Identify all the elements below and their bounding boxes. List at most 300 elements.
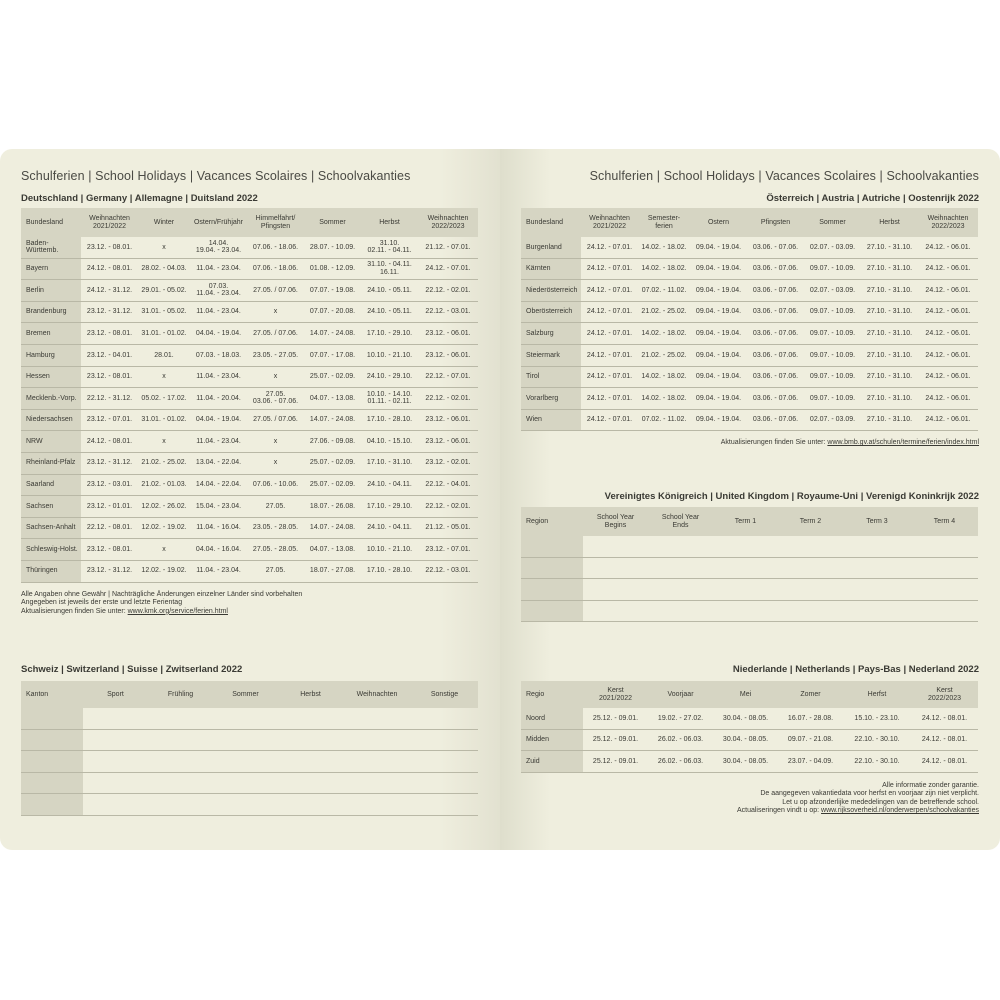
table-cell: 28.07. - 10.09. (304, 237, 361, 258)
table-cell: 23.12. - 07.01. (81, 409, 138, 431)
table-cell: 21.12. - 05.01. (418, 517, 478, 539)
table-cell: 24.12. - 06.01. (918, 409, 978, 431)
column-header: Winter (138, 208, 190, 237)
right-page-title: Schulferien | School Holidays | Vacances Scolaires | Schoolvakanties (589, 169, 979, 183)
table-row (21, 323, 478, 345)
table-cell: 22.12. - 03.01. (418, 560, 478, 582)
row-label: Mecklenb.-Vorp. (21, 388, 81, 410)
row-label: Sachsen-Anhalt (21, 517, 81, 539)
table-cell[interactable] (843, 536, 911, 557)
table-cell[interactable] (411, 751, 478, 773)
table-cell: 22.10. - 30.10. (843, 751, 911, 773)
table-row (21, 452, 478, 474)
empty-row (21, 751, 478, 773)
table-cell: 29.01. - 05.02. (138, 280, 190, 302)
table-cell: 25.12. - 09.01. (583, 729, 648, 751)
table-cell: 23.12. - 31.12. (81, 560, 138, 582)
table-cell: 30.04. - 08.05. (713, 729, 778, 751)
table-cell[interactable] (713, 600, 778, 622)
table-cell: 14.07. - 24.08. (304, 409, 361, 431)
table-cell: 23.12. - 08.01. (81, 323, 138, 345)
row-label: Brandenburg (21, 301, 81, 323)
germany-notes (21, 591, 302, 616)
table-row (521, 729, 978, 751)
table-row (521, 344, 978, 366)
table-cell: 09.04. - 19.04. (690, 323, 747, 345)
table-cell[interactable] (213, 708, 278, 729)
table-cell: 11.04. - 23.04. (190, 301, 247, 323)
column-header: Mei (713, 681, 778, 708)
table-cell: x (247, 366, 304, 388)
header-row (521, 681, 978, 708)
table-cell[interactable] (278, 751, 343, 773)
table-cell: 23.12. - 08.01. (81, 539, 138, 561)
column-header: Pfingsten (747, 208, 804, 237)
column-header: Sommer (213, 681, 278, 708)
table-cell: 24.12. - 07.01. (581, 344, 638, 366)
empty-row (521, 536, 978, 557)
table-cell: 27.05. / 07.06. (247, 409, 304, 431)
table-cell: 24.12. - 07.01. (581, 280, 638, 302)
table-cell: 24.12. - 06.01. (918, 301, 978, 323)
table-cell[interactable] (213, 751, 278, 773)
table-cell: 09.07. - 10.09. (804, 323, 861, 345)
row-label[interactable] (21, 751, 83, 773)
table-cell: 03.06. - 07.06. (747, 258, 804, 280)
table-cell[interactable] (343, 772, 411, 794)
row-label[interactable] (521, 536, 583, 557)
table-cell: 27.10. - 31.10. (861, 366, 918, 388)
table-cell[interactable] (583, 557, 648, 579)
table-cell[interactable] (411, 708, 478, 729)
austria-update-prefix: Aktualisierungen finden Sie unter: (720, 439, 828, 446)
uk-heading: Vereinigtes Königreich | United Kingdom | Royaume-Uni | Verenigd Koninkrijk 2022 (604, 491, 979, 502)
table-cell: 22.12. - 02.01. (418, 388, 478, 410)
column-header: Herfst (843, 681, 911, 708)
netherlands-note-3: Let u op afzonderlijke mededelingen van de betreffende school. (782, 798, 979, 806)
table-cell: 25.12. - 09.01. (583, 708, 648, 729)
row-label[interactable] (21, 708, 83, 729)
table-cell: 17.10. - 29.10. (361, 496, 418, 518)
table-row (21, 496, 478, 518)
table-cell: 23.12. - 08.01. (81, 366, 138, 388)
table-cell: 23.12. - 31.12. (81, 452, 138, 474)
row-label: Vorarlberg (521, 388, 581, 410)
table-row (521, 301, 978, 323)
table-row (21, 388, 478, 410)
row-label[interactable] (21, 729, 83, 751)
table-cell[interactable] (411, 772, 478, 794)
table-cell: 24.12. - 06.01. (918, 258, 978, 280)
table-cell: 24.12. - 06.01. (918, 344, 978, 366)
table-cell[interactable] (83, 772, 148, 794)
table-row (21, 409, 478, 431)
table-cell: 23.05. - 27.05. (247, 344, 304, 366)
table-cell: 24.12. - 06.01. (918, 388, 978, 410)
table-cell[interactable] (343, 794, 411, 816)
table-row (21, 539, 478, 561)
table-cell[interactable] (343, 729, 411, 751)
table-cell: 04.07. - 13.08. (304, 539, 361, 561)
table-cell: x (247, 431, 304, 453)
table-cell: 14.02. - 18.02. (638, 258, 690, 280)
column-header: Semester- ferien (638, 208, 690, 237)
table-cell[interactable] (843, 557, 911, 579)
germany-update-link[interactable]: www.kmk.org/service/ferien.html (127, 607, 228, 615)
table-cell[interactable] (83, 794, 148, 816)
netherlands-table (521, 681, 978, 773)
table-cell[interactable] (713, 579, 778, 601)
table-cell[interactable] (83, 708, 148, 729)
table-cell: 27.10. - 31.10. (861, 280, 918, 302)
row-label: Hamburg (21, 344, 81, 366)
table-cell[interactable] (778, 536, 843, 557)
table-cell[interactable] (213, 772, 278, 794)
table-cell: 10.10. - 21.10. (361, 539, 418, 561)
row-label[interactable] (521, 579, 583, 601)
table-cell[interactable] (778, 557, 843, 579)
table-cell[interactable] (278, 794, 343, 816)
table-cell[interactable] (778, 579, 843, 601)
table-cell: 31.01. - 01.02. (138, 323, 190, 345)
table-cell: x (138, 539, 190, 561)
table-cell: 09.07. - 10.09. (804, 258, 861, 280)
row-label: Schleswig-Holst. (21, 539, 81, 561)
netherlands-notes (737, 782, 979, 816)
table-cell: 22.12. - 03.01. (418, 301, 478, 323)
table-cell: 17.10. - 29.10. (361, 323, 418, 345)
table-cell: 27.10. - 31.10. (861, 323, 918, 345)
table-cell[interactable] (83, 751, 148, 773)
germany-heading: Deutschland | Germany | Allemagne | Duitsland 2022 (21, 193, 258, 204)
table-cell: 31.01. - 05.02. (138, 301, 190, 323)
row-label: Niederösterreich (521, 280, 581, 302)
table-row (21, 431, 478, 453)
table-cell: 24.12. - 06.01. (918, 237, 978, 258)
germany-update-prefix: Aktualisierungen finden Sie unter: (21, 607, 128, 615)
table-cell[interactable] (583, 600, 648, 622)
table-cell[interactable] (911, 536, 978, 557)
table-cell: 21.02. - 25.02. (638, 344, 690, 366)
table-cell: 14.02. - 18.02. (638, 323, 690, 345)
table-cell: x (138, 237, 190, 258)
table-cell[interactable] (148, 708, 213, 729)
germany-table (21, 208, 478, 583)
table-cell: 22.10. - 30.10. (843, 729, 911, 751)
table-cell: 11.04. - 23.04. (190, 366, 247, 388)
column-header: Sommer (304, 208, 361, 237)
table-cell[interactable] (148, 772, 213, 794)
table-cell: 15.04. - 23.04. (190, 496, 247, 518)
germany-update-line (21, 608, 302, 616)
table-cell: 28.02. - 04.03. (138, 258, 190, 280)
table-row (21, 237, 478, 258)
table-cell[interactable] (648, 536, 713, 557)
netherlands-note-1: Alle informatie zonder garantie. (882, 782, 979, 789)
table-cell[interactable] (343, 708, 411, 729)
column-header: Region (521, 507, 583, 536)
netherlands-update-line (737, 807, 979, 815)
table-cell[interactable] (843, 600, 911, 622)
table-cell[interactable] (911, 579, 978, 601)
table-cell: 03.06. - 07.06. (747, 366, 804, 388)
row-label: Bremen (21, 323, 81, 345)
table-cell: 24.12. - 08.01. (81, 258, 138, 280)
column-header: Weihnachten 2021/2022 (581, 208, 638, 237)
row-label: Tirol (521, 366, 581, 388)
table-cell: 24.10. - 04.11. (361, 517, 418, 539)
row-label: Niedersachsen (21, 409, 81, 431)
table-cell: 23.12. - 08.01. (81, 237, 138, 258)
empty-row (21, 794, 478, 816)
table-cell: 18.07. - 26.08. (304, 496, 361, 518)
table-row (521, 409, 978, 431)
column-header: Term 4 (911, 507, 978, 536)
table-cell: 27.05. - 28.05. (247, 539, 304, 561)
empty-row (21, 708, 478, 729)
table-cell: 22.12. - 07.01. (418, 366, 478, 388)
table-cell: 30.04. - 08.05. (713, 708, 778, 729)
table-cell: 09.07. - 10.09. (804, 301, 861, 323)
table-cell: 17.10. - 28.10. (361, 409, 418, 431)
table-cell[interactable] (648, 579, 713, 601)
switzerland-heading: Schweiz | Switzerland | Suisse | Zwitserland 2022 (21, 664, 243, 675)
table-cell: 27.10. - 31.10. (861, 388, 918, 410)
column-header: School Year Begins (583, 507, 648, 536)
table-cell: 23.12. - 04.01. (81, 344, 138, 366)
row-label: Oberösterreich (521, 301, 581, 323)
table-cell: 07.03. 11.04. - 23.04. (190, 280, 247, 302)
table-row (21, 344, 478, 366)
column-header: Regio (521, 681, 583, 708)
table-cell: 27.05. / 07.06. (247, 323, 304, 345)
table-cell: 11.04. - 16.04. (190, 517, 247, 539)
table-cell: 15.10. - 23.10. (843, 708, 911, 729)
table-cell: 03.06. - 07.06. (747, 409, 804, 431)
austria-update-line (721, 439, 979, 447)
table-cell: 28.01. (138, 344, 190, 366)
row-label: Steiermark (521, 344, 581, 366)
table-cell: 23.07. - 04.09. (778, 751, 843, 773)
table-cell: 16.07. - 28.08. (778, 708, 843, 729)
table-cell: 07.03. - 18.03. (190, 344, 247, 366)
row-label: Berlin (21, 280, 81, 302)
table-cell: 14.02. - 18.02. (638, 237, 690, 258)
table-cell[interactable] (148, 751, 213, 773)
table-cell: 27.10. - 31.10. (861, 301, 918, 323)
column-header: Sommer (804, 208, 861, 237)
table-row (521, 751, 978, 773)
table-cell: 07.07. - 19.08. (304, 280, 361, 302)
table-cell: 24.12. - 06.01. (918, 280, 978, 302)
table-cell: 13.04. - 22.04. (190, 452, 247, 474)
table-cell[interactable] (411, 794, 478, 816)
table-row (521, 237, 978, 258)
table-row (21, 366, 478, 388)
header-row (21, 208, 478, 237)
table-cell[interactable] (583, 579, 648, 601)
table-cell: 18.07. - 27.08. (304, 560, 361, 582)
table-cell: 09.04. - 19.04. (690, 366, 747, 388)
table-cell: 09.04. - 19.04. (690, 388, 747, 410)
table-cell: 14.02. - 18.02. (638, 388, 690, 410)
row-label: Zuid (521, 751, 583, 773)
table-cell[interactable] (911, 600, 978, 622)
left-page (0, 149, 500, 850)
table-cell[interactable] (648, 557, 713, 579)
table-cell: 24.10. - 05.11. (361, 301, 418, 323)
table-cell: x (247, 301, 304, 323)
netherlands-update-link[interactable]: www.rijksoverheid.nl/onderwerpen/schoolvakanties (821, 807, 979, 815)
table-cell[interactable] (278, 729, 343, 751)
table-cell: 17.10. - 28.10. (361, 560, 418, 582)
table-cell: 09.04. - 19.04. (690, 280, 747, 302)
table-cell: 24.12. - 31.12. (81, 280, 138, 302)
column-header: Himmelfahrt/ Pfingsten (247, 208, 304, 237)
header-row (21, 681, 478, 708)
table-cell: x (138, 431, 190, 453)
table-cell: 24.12. - 07.01. (581, 237, 638, 258)
table-cell: 09.07. - 10.09. (804, 366, 861, 388)
table-cell: 23.12. - 06.01. (418, 323, 478, 345)
table-cell: 04.04. - 16.04. (190, 539, 247, 561)
table-row (521, 258, 978, 280)
table-cell: 12.02. - 19.02. (138, 560, 190, 582)
austria-update-link[interactable]: www.bmb.gv.at/schulen/termine/ferien/index.html (827, 439, 979, 446)
table-cell[interactable] (213, 794, 278, 816)
switzerland-table (21, 681, 478, 816)
table-cell: 17.10. - 31.10. (361, 452, 418, 474)
table-cell[interactable] (648, 600, 713, 622)
table-cell[interactable] (278, 772, 343, 794)
table-cell: 14.07. - 24.08. (304, 323, 361, 345)
table-cell: 30.04. - 08.05. (713, 751, 778, 773)
table-cell: 09.04. - 19.04. (690, 237, 747, 258)
column-header: Ostern (690, 208, 747, 237)
column-header: Weihnachten 2022/2023 (418, 208, 478, 237)
table-cell: x (247, 452, 304, 474)
table-cell[interactable] (713, 557, 778, 579)
column-header: Bundesland (21, 208, 81, 237)
header-row (521, 208, 978, 237)
table-cell: 07.02. - 11.02. (638, 280, 690, 302)
table-cell: 09.07. - 10.09. (804, 388, 861, 410)
table-cell: 25.07. - 02.09. (304, 366, 361, 388)
table-cell[interactable] (343, 751, 411, 773)
table-cell: 25.07. - 02.09. (304, 474, 361, 496)
column-header: Herbst (861, 208, 918, 237)
row-label: Midden (521, 729, 583, 751)
table-cell: 27.10. - 31.10. (861, 409, 918, 431)
column-header: Sport (83, 681, 148, 708)
row-label: Noord (521, 708, 583, 729)
row-label[interactable] (521, 557, 583, 579)
table-cell: 02.07. - 03.09. (804, 237, 861, 258)
column-header: Herbst (278, 681, 343, 708)
table-cell: 23.05. - 28.05. (247, 517, 304, 539)
table-cell: 12.02. - 26.02. (138, 496, 190, 518)
column-header: Sonstige (411, 681, 478, 708)
table-cell[interactable] (843, 579, 911, 601)
netherlands-note-2: De aangegeven vakantiedata voor herfst en voorjaar zijn niet verplicht. (760, 790, 979, 798)
table-cell: 03.06. - 07.06. (747, 280, 804, 302)
table-cell: 04.04. - 19.04. (190, 409, 247, 431)
table-cell: 27.10. - 31.10. (861, 237, 918, 258)
table-cell: 09.04. - 19.04. (690, 344, 747, 366)
table-cell: 27.10. - 31.10. (861, 344, 918, 366)
table-cell[interactable] (213, 729, 278, 751)
column-header: Frühling (148, 681, 213, 708)
column-header: Weihnachten 2021/2022 (81, 208, 138, 237)
table-cell[interactable] (911, 557, 978, 579)
table-cell: 24.12. - 08.01. (911, 708, 978, 729)
column-header: Voorjaar (648, 681, 713, 708)
row-label: Saarland (21, 474, 81, 496)
table-cell: 02.07. - 03.09. (804, 409, 861, 431)
table-cell[interactable] (148, 729, 213, 751)
table-cell: 09.07. - 21.08. (778, 729, 843, 751)
table-cell: x (138, 366, 190, 388)
table-cell[interactable] (278, 708, 343, 729)
table-cell: 07.06. - 10.06. (247, 474, 304, 496)
table-cell: 27.05. / 07.06. (247, 280, 304, 302)
table-cell: 22.12. - 08.01. (81, 517, 138, 539)
table-cell: 14.07. - 24.08. (304, 517, 361, 539)
table-cell: 05.02. - 17.02. (138, 388, 190, 410)
table-cell: 24.12. - 08.01. (911, 751, 978, 773)
column-header: Ostern/Frühjahr (190, 208, 247, 237)
column-header: Kerst 2022/2023 (911, 681, 978, 708)
row-label: Thüringen (21, 560, 81, 582)
uk-table (521, 507, 978, 622)
table-cell: 25.12. - 09.01. (583, 751, 648, 773)
table-cell: 07.06. - 18.06. (247, 237, 304, 258)
table-cell: 27.05. 03.06. - 07.06. (247, 388, 304, 410)
row-label: NRW (21, 431, 81, 453)
table-cell: 12.02. - 19.02. (138, 517, 190, 539)
table-cell: 14.04. 19.04. - 23.04. (190, 237, 247, 258)
table-cell: 21.02. - 25.02. (638, 301, 690, 323)
table-cell: 07.07. - 17.08. (304, 344, 361, 366)
table-cell[interactable] (713, 536, 778, 557)
row-label: Baden-Württemb. (21, 237, 81, 258)
column-header: Kanton (21, 681, 83, 708)
table-cell[interactable] (83, 729, 148, 751)
table-cell: 09.04. - 19.04. (690, 258, 747, 280)
table-cell[interactable] (411, 729, 478, 751)
row-label[interactable] (521, 600, 583, 622)
row-label[interactable] (21, 772, 83, 794)
row-label[interactable] (21, 794, 83, 816)
table-cell: 22.12. - 02.01. (418, 496, 478, 518)
table-cell: 24.12. - 06.01. (918, 323, 978, 345)
germany-note-1: Alle Angaben ohne Gewähr | Nachträgliche Änderungen einzelner Länder sind vorbehalten (21, 591, 303, 598)
table-cell: 03.06. - 07.06. (747, 323, 804, 345)
table-cell: 23.12. - 03.01. (81, 474, 138, 496)
table-cell: 09.04. - 19.04. (690, 301, 747, 323)
table-cell: 23.12. - 07.01. (418, 539, 478, 561)
table-cell[interactable] (583, 536, 648, 557)
table-cell: 02.07. - 03.09. (804, 280, 861, 302)
row-label: Sachsen (21, 496, 81, 518)
table-row (521, 323, 978, 345)
table-cell: 11.04. - 23.04. (190, 560, 247, 582)
table-cell: 04.04. - 19.04. (190, 323, 247, 345)
table-cell[interactable] (778, 600, 843, 622)
table-cell[interactable] (148, 794, 213, 816)
table-cell: 26.02. - 06.03. (648, 751, 713, 773)
table-cell: 24.12. - 08.01. (81, 431, 138, 453)
